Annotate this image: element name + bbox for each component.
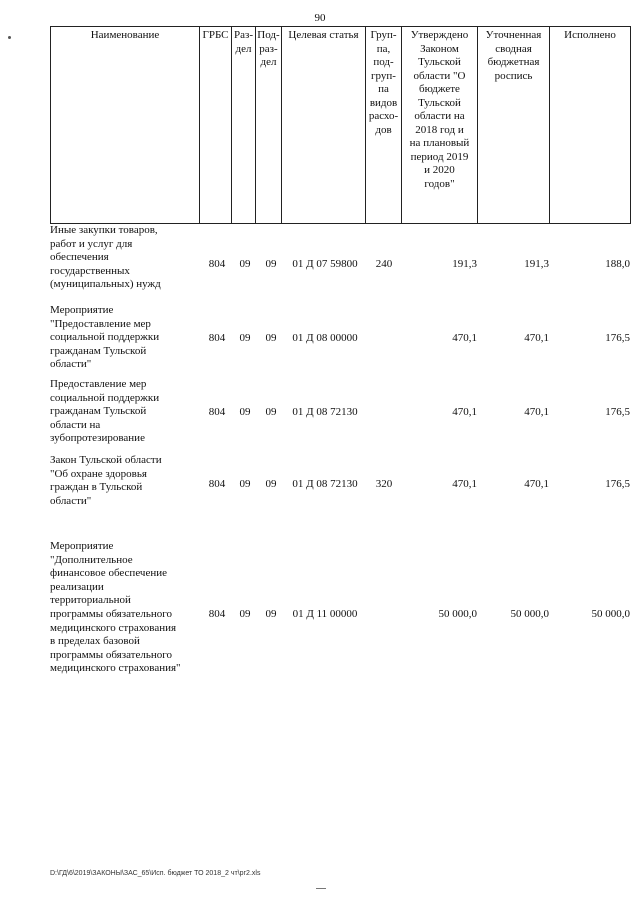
scan-artifact [8, 36, 11, 39]
page-number: 90 [314, 12, 326, 24]
row-approved: 50 000,0 [438, 608, 477, 620]
header-grbs: ГРБС [200, 27, 232, 224]
row-grbs: 804 [208, 478, 226, 490]
row-target-article: 01 Д 07 59800 [292, 258, 358, 270]
row-refined: 470,1 [524, 406, 549, 418]
row-target-article: 01 Д 11 00000 [292, 608, 358, 620]
header-approved: Утверждено Законом Тульской области "О бюджете Тульской области на 2018 год и на плановый период 2019 и 2020 годов" [402, 27, 478, 224]
row-refined: 470,1 [524, 478, 549, 490]
row-podrazdel: 09 [265, 478, 277, 490]
row-grbs: 804 [208, 258, 226, 270]
row-grbs: 804 [208, 608, 226, 620]
row-grbs: 804 [208, 406, 226, 418]
header-name: Наименование [51, 27, 200, 224]
row-grbs: 804 [208, 332, 226, 344]
row-target-article: 01 Д 08 00000 [292, 332, 358, 344]
header-executed: Исполнено [550, 27, 631, 224]
row-executed: 50 000,0 [591, 608, 630, 620]
row-refined: 191,3 [524, 258, 549, 270]
scan-artifact [316, 888, 326, 889]
row-executed: 176,5 [605, 332, 630, 344]
row-razdel: 09 [239, 258, 251, 270]
row-refined: 470,1 [524, 332, 549, 344]
row-name: Предоставление мер социальной поддержки гражданам Тульской области на зубопротезирование [50, 378, 160, 445]
row-refined: 50 000,0 [510, 608, 549, 620]
row-name: Иные закупки товаров, работ и услуг для обеспечения государственных (муниципальных) нужд [50, 224, 161, 291]
row-razdel: 09 [239, 478, 251, 490]
row-name: Мероприятие "Предоставление мер социальной поддержки гражданам Тульской области" [50, 304, 160, 371]
row-approved: 470,1 [452, 406, 477, 418]
header-target-article: Целевая статья [282, 27, 366, 224]
row-approved: 470,1 [452, 478, 477, 490]
row-executed: 176,5 [605, 478, 630, 490]
row-podrazdel: 09 [265, 608, 277, 620]
row-razdel: 09 [239, 608, 251, 620]
row-target-article: 01 Д 08 72130 [292, 478, 358, 490]
row-podrazdel: 09 [265, 332, 277, 344]
row-target-article: 01 Д 08 72130 [292, 406, 358, 418]
row-razdel: 09 [239, 332, 251, 344]
row-name: Закон Тульской области "Об охране здоровья граждан в Тульской области" [50, 454, 162, 507]
row-approved: 191,3 [452, 258, 477, 270]
row-name: Мероприятие "Дополнительное финансовое обеспечение реализации территориальной программы обязательного медицинского страхования в пределах базовой программы обязательного медицинского страхования" [50, 540, 181, 675]
footer-file-path: D:\ГД\6\2019\ЗАКОНЫ\ЗАС_65\Исп. бюджет ТО 2018_2 чт\рг2.xls [50, 870, 261, 877]
header-refined: Уточненная сводная бюджетная роспись [478, 27, 550, 224]
row-executed: 176,5 [605, 406, 630, 418]
row-approved: 470,1 [452, 332, 477, 344]
header-group: Груп- па, под- груп- па видов расхо- дов [366, 27, 402, 224]
row-group: 320 [375, 478, 393, 490]
row-podrazdel: 09 [265, 406, 277, 418]
row-executed: 188,0 [605, 258, 630, 270]
row-group: 240 [375, 258, 393, 270]
table-header [50, 26, 631, 224]
row-podrazdel: 09 [265, 258, 277, 270]
header-razdel: Раз- дел [232, 27, 256, 224]
header-podrazdel: Под- раз- дел [256, 27, 282, 224]
row-razdel: 09 [239, 406, 251, 418]
